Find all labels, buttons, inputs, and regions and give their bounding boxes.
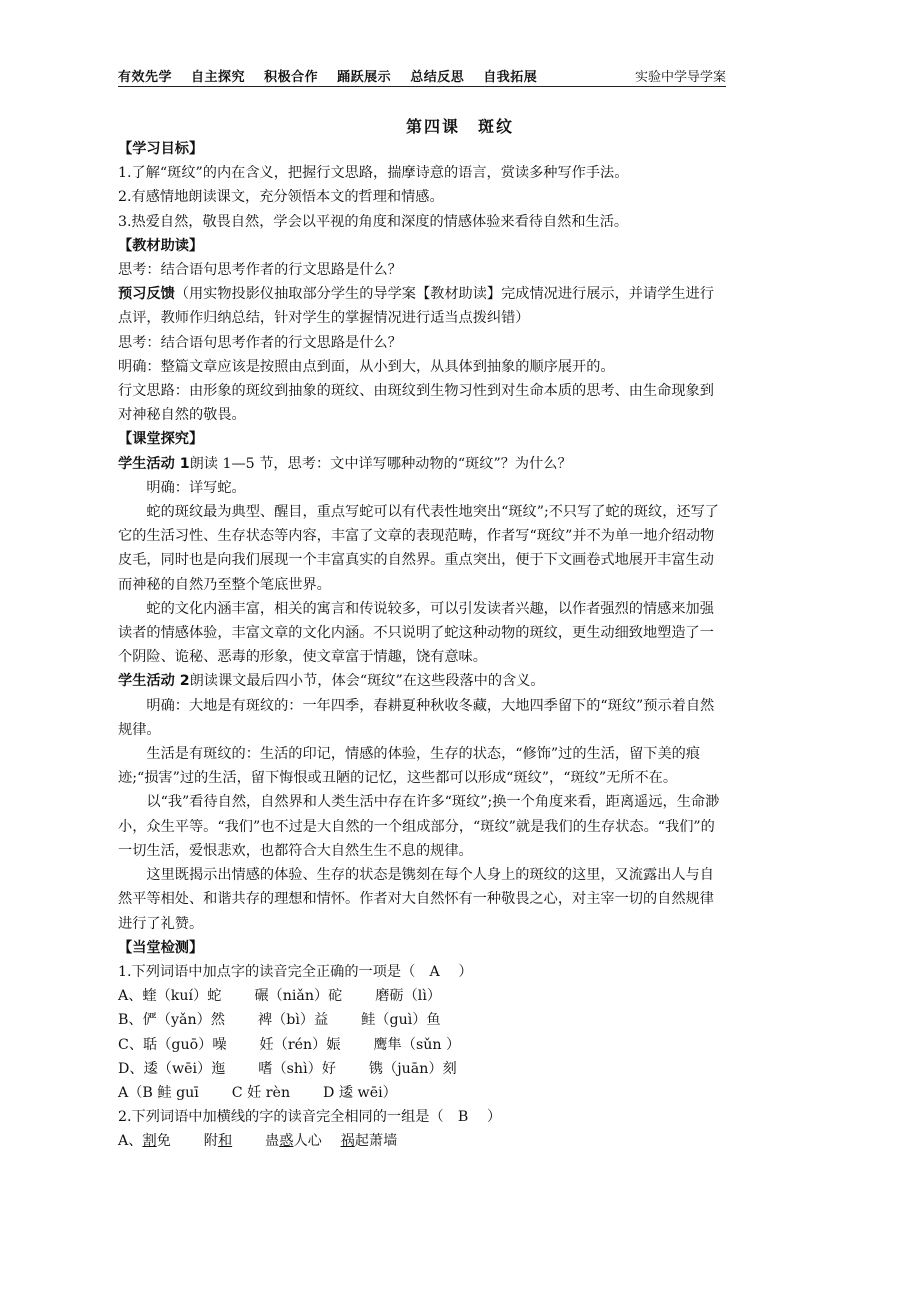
activity-2-label: 学生活动 2	[118, 673, 190, 690]
test-option: A、蝰（kuí）蛇 碾（niǎn）砣 磨砺（lì）	[118, 988, 442, 1005]
section-heading-goals: 【学习目标】	[118, 141, 204, 157]
question: 思考：结合语句思考作者的行文思路是什么？	[118, 262, 402, 279]
motto: 踊跃展示	[337, 70, 392, 85]
test-option	[118, 1129, 726, 1153]
option-prefix: A、	[118, 1133, 143, 1150]
test-answer-key: A（B 鲑 guī C 妊 rèn D 逶 wēi）	[118, 1084, 397, 1101]
document-body	[118, 137, 726, 1154]
activity-2-text: 朗读课文最后四小节，体会“斑纹”在这些段落中的含义。	[189, 673, 545, 690]
activity-1-answer: 明确：详写蛇。	[146, 479, 246, 496]
test-question-1: 1.下列词语中加点字的读音完全正确的一项是（ A ）	[118, 963, 473, 980]
paragraph: 以“我”看待自然，自然界和人类生活中存在许多“斑纹”;换一个角度来看，距离遥远，生命渺小，众生平等。“我们”也不过是大自然的一个组成部分，“斑纹”就是我们的生存状态。“我们”的一切生活，爱恨悲欢，也都符合大自然生生不息的规律。	[118, 794, 720, 859]
goal-item: 1.了解“斑纹”的内在含义，把握行文思路，揣摩诗意的语言，赏读多种写作手法。	[118, 165, 629, 182]
underlined-char: 惑	[279, 1133, 294, 1150]
activity-1-label: 学生活动 1	[118, 455, 190, 472]
preview-label: 预习反馈	[118, 286, 175, 303]
preview-text: （用实物投影仪抽取部分学生的导学案【教材助读】完成情况进行展示，并请学生进行点评，教师作归纳总结，针对学生的掌握情况进行适当点拨纠错）	[118, 286, 714, 327]
goal-item: 2.有感情地朗读课文，充分领悟本文的哲理和情感。	[118, 189, 444, 206]
word-part: 免	[156, 1133, 171, 1150]
paragraph: 蛇的斑纹最为典型、醒目，重点写蛇可以有代表性地突出“斑纹”;不只写了蛇的斑纹，还写了它的生活习性、生存状态等内容，丰富了文章的表现范畴，作者写“斑纹”并不为单一地介绍动物皮毛，同时也是向我们展现一个丰富真实的自然界。重点突出，便于下文画卷式地展开丰富生动而神秘的自然乃至整个笔底世界。	[118, 504, 719, 593]
underlined-char: 祸	[340, 1133, 355, 1150]
motto: 自主探究	[191, 70, 246, 85]
paragraph: 这里既揭示出情感的体验、生存的状态是镌刻在每个人身上的斑纹的这里，又流露出人与自然平等相处、和谐共存的理想和情怀。作者对大自然怀有一种敬畏之心，对主宰一切的自然规律进行了礼赞。	[118, 867, 714, 932]
test-option: B、俨（yǎn）然 裨（bì）益 鲑（guì）鱼	[118, 1012, 441, 1029]
activity-1-text: 朗读 1—5 节，思考：文中详写哪种动物的“斑纹”？为什么？	[189, 455, 572, 472]
test-option: C、聒（guō）噪 妊（rén）娠 鹰隼（sǔn ）	[118, 1036, 461, 1053]
answer: 明确：整篇文章应该是按照由点到面，从小到大，从具体到抽象的顺序展开的。	[118, 358, 615, 375]
section-heading-reading: 【教材助读】	[118, 237, 204, 254]
paragraph: 明确：大地是有斑纹的：一年四季，春耕夏种秋收冬藏，大地四季留下的“斑纹”预示着自然规律。	[118, 697, 715, 738]
paragraph: 蛇的文化内涵丰富，相关的寓言和传说较多，可以引发读者兴趣，以作者强烈的情感来加强读者的情感体验，丰富文章的文化内涵。不只说明了蛇这种动物的斑纹，更生动细致地塑造了一个阴险、诡秘、恶毒的形象，使文章富于情趣，饶有意味。	[118, 600, 714, 666]
activity-1	[118, 452, 726, 476]
section-heading-inquiry: 【课堂探究】	[118, 431, 204, 448]
question: 思考：结合语句思考作者的行文思路是什么？	[118, 334, 402, 351]
underlined-char: 割	[142, 1133, 157, 1150]
page-title: 第四课 斑纹	[405, 117, 514, 136]
word-part: 附	[203, 1133, 218, 1150]
word-part: 起萧墙	[354, 1133, 398, 1150]
word-part: 蛊	[265, 1133, 280, 1150]
section-heading-test: 【当堂检测】	[118, 939, 204, 956]
motto: 有效先学	[118, 70, 173, 85]
word-part: 人心	[293, 1133, 322, 1150]
writing-flow: 行文思路：由形象的斑纹到抽象的斑纹、由斑纹到生物习性到对生命本质的思考、由生命现象到对神秘自然的敬畏。	[118, 383, 714, 424]
activity-2	[118, 669, 726, 693]
test-question-2: 2.下列词语中加横线的字的读音完全相同的一组是（ B ）	[118, 1109, 502, 1126]
motto: 积极合作	[264, 70, 319, 85]
underlined-char: 和	[217, 1133, 233, 1150]
motto: 总结反思	[410, 70, 465, 85]
paragraph: 生活是有斑纹的：生活的印记，情感的体验，生存的状态，“修饰”过的生活，留下美的痕迹;“损害”过的生活，留下悔恨或丑陋的记忆，这些都可以形成“斑纹”，“斑纹”无所不在。	[118, 746, 701, 787]
test-option: D、逶（wēi）迤 嗜（shì）好 镌（juān）刻	[118, 1060, 457, 1077]
motto: 自我拓展	[483, 70, 538, 85]
header-brand: 实验中学导学案	[634, 70, 726, 85]
page-header	[118, 66, 726, 87]
goal-item: 3.热爱自然，敬畏自然，学会以平视的角度和深度的情感体验来看待自然和生活。	[118, 213, 629, 230]
preview-feedback	[118, 282, 726, 330]
header-mottos	[118, 66, 551, 85]
